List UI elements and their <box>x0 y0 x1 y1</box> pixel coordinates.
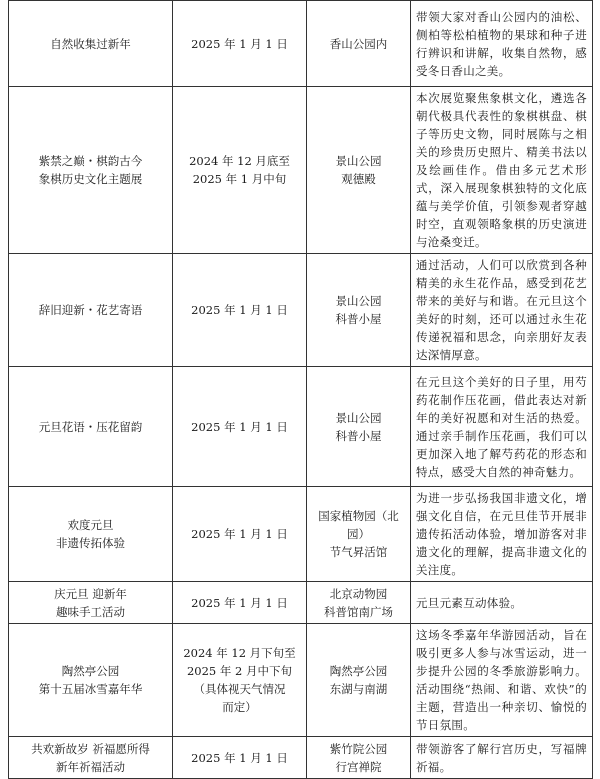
event-date: 而定） <box>222 700 257 714</box>
event-place: 东湖与南湖 <box>329 682 388 696</box>
event-date: 2025 年 1 月 1 日 <box>191 303 288 317</box>
event-name-cell <box>9 737 173 779</box>
event-place-cell <box>307 487 411 582</box>
event-place-cell <box>307 367 411 487</box>
event-place: 北京动物园 <box>329 586 388 601</box>
table-row <box>9 1 593 87</box>
event-place: 国家植物园（北园） <box>318 509 399 541</box>
event-name: 庆元旦 迎新年 <box>54 586 127 601</box>
table-row <box>9 582 593 624</box>
event-name-cell <box>9 582 173 624</box>
event-name: 新年祈福活动 <box>56 759 125 774</box>
events-table <box>8 0 593 779</box>
event-name: 元旦花语・压花留韵 <box>38 419 143 434</box>
event-name: 自然收集过新年 <box>50 36 131 51</box>
event-date: 2025 年 1 月中旬 <box>192 172 287 186</box>
event-date-cell <box>173 254 307 367</box>
event-date-cell <box>173 582 307 624</box>
event-name: 辞旧迎新・花艺寄语 <box>38 303 143 317</box>
event-description: 通过活动，人们可以欣赏到各种精美的永生花作品，感受到花艺带来的美好与和谐。在元旦这个美好的时刻，还可以通过永生花传递祝福和思念，向亲朋好友表达深情厚意。 <box>411 254 593 367</box>
event-place: 科普小屋 <box>335 428 382 443</box>
event-date: 2025 年 2 月中下旬 <box>186 664 293 678</box>
event-date: 2025 年 1 月 1 日 <box>191 36 288 51</box>
event-description: 带领游客了解行宫历史，写福牌祈福。 <box>411 737 593 779</box>
table-row <box>9 367 593 487</box>
event-description: 这场冬季嘉年华游园活动，旨在吸引更多人参与冰雪运动，进一步提升公园的冬季旅游影响力。活动围绕“热闹、和谐、欢快”的主题，营造出一种亲切、愉悦的节日氛围。 <box>411 624 593 737</box>
event-place-cell <box>307 254 411 367</box>
event-place: 陶然亭公园 <box>329 664 388 678</box>
event-date: 2025 年 1 月 1 日 <box>191 419 288 434</box>
event-description: 本次展览聚焦象棋文化，遴选各朝代极具代表性的象棋棋盘、棋子等历史文物，同时展陈与之相关的珍贵历史照片、精美书法以及绘画佳作。借由多元艺术形式，深入展现象棋独特的文化底蕴与美学价值，引领参观者穿越时空，直观领略象棋的历史演进与沧桑变迁。 <box>411 87 593 254</box>
table-row <box>9 254 593 367</box>
event-name: 陶然亭公园 <box>61 664 120 678</box>
event-date-cell <box>173 487 307 582</box>
event-name-cell <box>9 487 173 582</box>
event-place: 景山公园 <box>335 154 382 168</box>
event-name: 紫禁之巅・棋韵古今 <box>38 154 143 168</box>
event-place: 紫竹院公园 <box>329 741 388 756</box>
event-name-cell <box>9 367 173 487</box>
event-date-cell <box>173 737 307 779</box>
event-name-cell <box>9 254 173 367</box>
event-place: 科普小屋 <box>335 312 382 326</box>
event-name: 第十五届冰雪嘉年华 <box>38 682 143 696</box>
event-description: 带领大家对香山公园内的油松、侧柏等松柏植物的果球和种子进行辨识和讲解，收集自然物，感受冬日香山之美。 <box>411 1 593 87</box>
event-place: 景山公园 <box>335 410 382 425</box>
table-row <box>9 487 593 582</box>
event-name: 共欢新故岁 祈福愿所得 <box>31 741 150 756</box>
event-description: 在元旦这个美好的日子里，用芍药花制作压花画，借此表达对新年的美好祝愿和对生活的热爱。通过亲手制作压花画，我们可以更加深入地了解芍药花的形态和特点，感受大自然的神奇魅力。 <box>411 367 593 487</box>
event-place-cell <box>307 582 411 624</box>
event-date-cell <box>173 87 307 254</box>
event-date-cell <box>173 367 307 487</box>
event-place: 节气昇活馆 <box>329 545 388 559</box>
event-date: 2025 年 1 月 1 日 <box>191 595 288 610</box>
event-name-cell <box>9 87 173 254</box>
event-name-cell <box>9 1 173 87</box>
event-date: 2025 年 1 月 1 日 <box>191 527 288 541</box>
event-name: 趣味手工活动 <box>56 604 125 619</box>
event-name: 非遗传拓体验 <box>56 536 125 550</box>
event-description: 元旦元素互动体验。 <box>411 582 593 624</box>
event-date: 2024 年 12 月底至 <box>189 154 290 168</box>
event-date: （具体视天气情况 <box>193 682 286 696</box>
event-description: 为进一步弘扬我国非遗文化，增强文化自信，在元旦佳节开展非遗传拓活动体验，增加游客对非遗文化的理解，提高非遗文化的关注度。 <box>411 487 593 582</box>
event-place: 香山公园内 <box>329 36 388 51</box>
event-place: 景山公园 <box>335 294 382 308</box>
event-date: 2025 年 1 月 1 日 <box>191 750 288 765</box>
event-place-cell <box>307 1 411 87</box>
event-date-cell <box>173 1 307 87</box>
event-place: 行宫禅院 <box>335 759 382 774</box>
event-place-cell <box>307 87 411 254</box>
table-row <box>9 87 593 254</box>
event-place-cell <box>307 737 411 779</box>
event-place: 科普馆南广场 <box>324 604 393 619</box>
event-name: 欢度元旦 <box>67 518 114 532</box>
event-name: 象棋历史文化主题展 <box>38 172 143 186</box>
event-place: 观德殿 <box>341 172 376 186</box>
table-row <box>9 737 593 779</box>
event-date: 2024 年 12 月下旬至 <box>183 646 296 660</box>
